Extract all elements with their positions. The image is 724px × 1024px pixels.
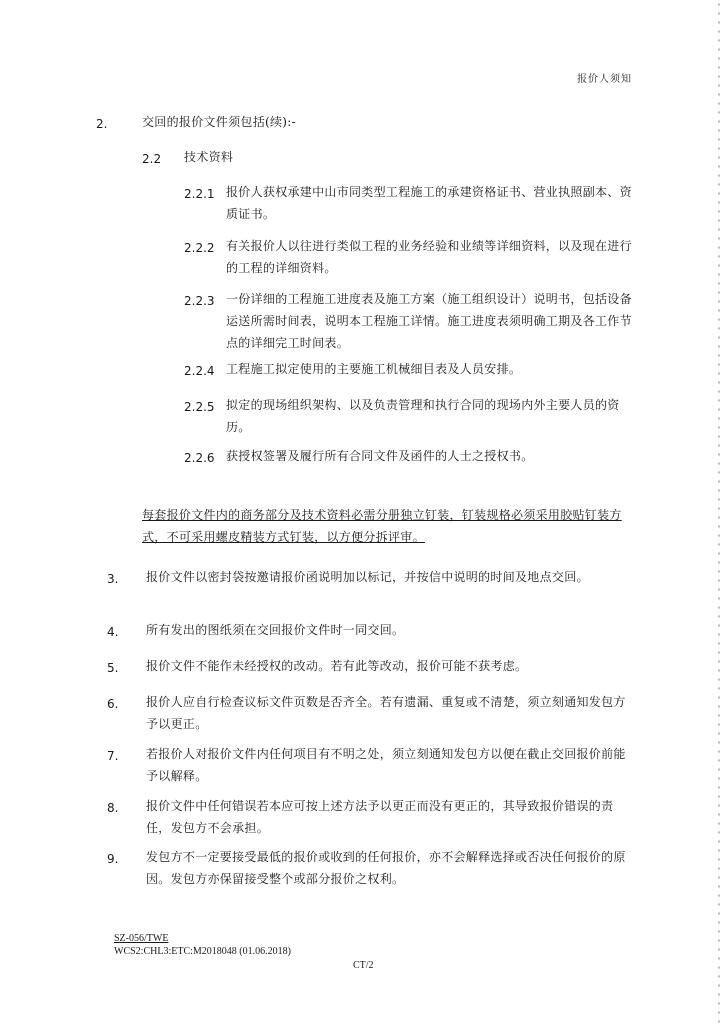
item-2-2-3-number: 2.2.3 [184,294,215,308]
footer-reference: WCS2:CHL3:ETC:M2018048 (01.06.2018) [114,946,291,957]
binding-note: 每套报价文件内的商务部分及技术资料必需分册独立钉装，钉装规格必须采用胶贴钉装方式，不可采用螺皮精装方式钉装，以方便分拆评审。 [142,508,622,544]
clause-5-text: 报价文件不能作未经授权的改动。若有此等改动，报价可能不获考虑。 [146,659,528,673]
footer-code: SZ-056/TWE [114,933,169,944]
item-2-2-5-number: 2.2.5 [184,400,215,414]
item-2-2-1-number: 2.2.1 [184,187,215,201]
section-2-title: 交回的报价文件须包括(续):- [142,115,296,129]
item-2-2-4-number: 2.2.4 [184,364,215,378]
section-2-number: 2. [96,117,108,131]
clause-8-text: 报价文件中任何错误若本应可按上述方法予以更正而没有更正的，其导致报价错误的责任，发包方不会承担。 [146,799,614,835]
clause-4-text: 所有发出的图纸须在交回报价文件时一同交回。 [146,623,405,637]
scan-edge-artifact [717,0,721,1024]
clause-7-text: 若报价人对报价文件内任何项目有不明之处，须立刻通知发包方以便在截止交回报价前能予以解释。 [146,747,626,783]
clause-7-number: 7. [107,749,119,763]
clause-6-number: 6. [107,697,119,711]
clause-5-number: 5. [107,661,119,675]
clause-4-number: 4. [107,625,119,639]
clause-3-text: 报价文件以密封袋按邀请报价函说明加以标记，并按信中说明的时间及地点交回。 [146,570,589,584]
clause-6-text: 报价人应自行检查议标文件页数是否齐全。若有遗漏、重复或不清楚，须立刻通知发包方予以更正。 [146,695,626,731]
page-number: CT/2 [353,960,374,971]
item-2-2-5-text: 拟定的现场组织架构、以及负责管理和执行合同的现场内外主要人员的资历。 [226,398,620,434]
clause-9-text: 发包方不一定要接受最低的报价或收到的任何报价，亦不会解释选择或否决任何报价的原因。发包方亦保留接受整个或部分报价之权利。 [146,850,626,886]
subsection-2-2-number: 2.2 [142,152,162,166]
subsection-2-2-title: 技术资料 [184,150,234,164]
clause-3-number: 3. [107,572,119,586]
item-2-2-2-number: 2.2.2 [184,241,215,255]
item-2-2-2-text: 有关报价人以往进行类似工程的业务经验和业绩等详细资料，以及现在进行的工程的详细资料。 [226,239,632,275]
item-2-2-6-text: 获授权签署及履行所有合同文件及函件的人士之授权书。 [226,449,534,463]
item-2-2-1-text: 报价人获权承建中山市同类型工程施工的承建资格证书、营业执照副本、资质证书。 [226,185,632,221]
header-note: 报价人须知 [577,74,632,85]
item-2-2-6-number: 2.2.6 [184,451,215,465]
clause-9-number: 9. [107,852,119,866]
item-2-2-3-text: 一份详细的工程施工进度表及施工方案（施工组织设计）说明书，包括设备运送所需时间表，说明本工程施工详情。施工进度表须明确工期及各工作节点的详细完工时间表。 [226,292,632,350]
clause-8-number: 8. [107,801,119,815]
item-2-2-4-text: 工程施工拟定使用的主要施工机械细目表及人员安排。 [226,362,522,376]
